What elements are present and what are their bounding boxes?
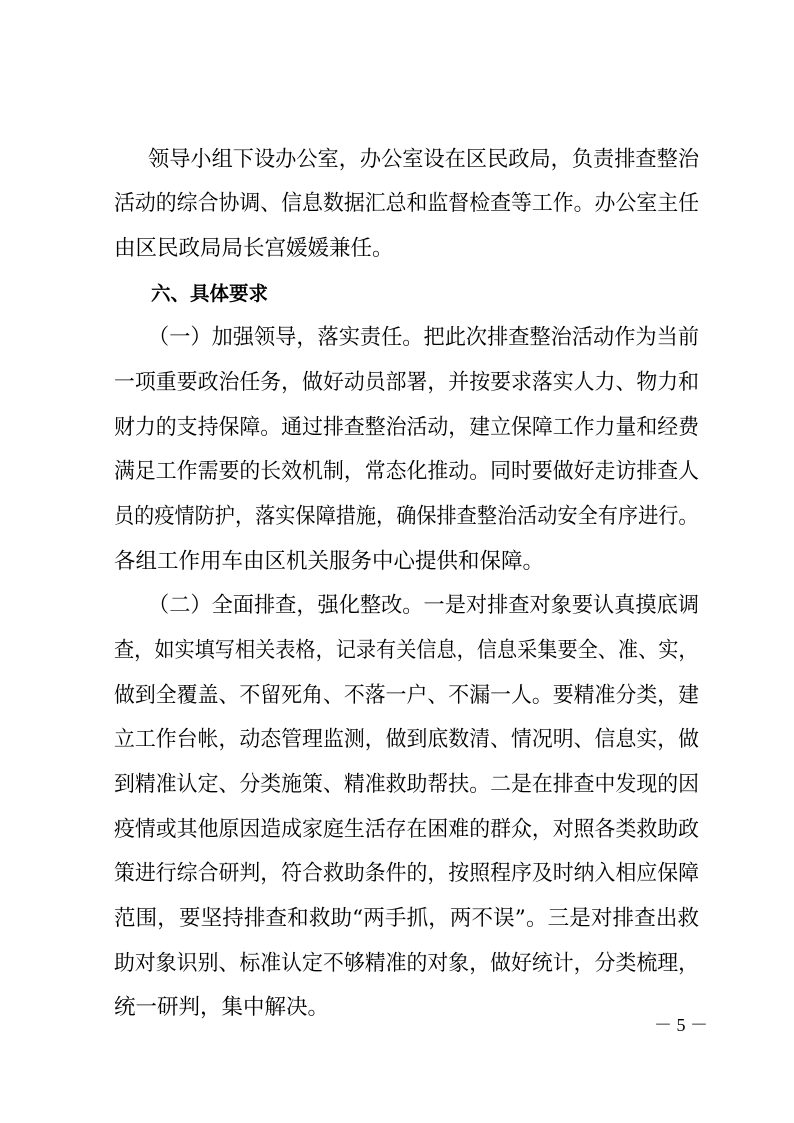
page-number: － 5 － [654, 1015, 708, 1035]
paragraph-line: 活动的综合协调、信息数据汇总和监督检查等工作。办公室主任 [114, 191, 700, 216]
paragraph-line: 一项重要政治任务，做好动员部署，并按要求落实人力、物力和 [114, 370, 700, 395]
paragraph-line: 做到全覆盖、不留死角、不落一户、不漏一人。要精准分类，建 [114, 683, 700, 708]
paragraph-line: （一）加强领导，落实责任。把此次排查整治活动作为当前 [148, 325, 700, 350]
paragraph-line: 范围，要坚持排查和救助“两手抓，两不误”。三是对排查出救 [114, 906, 699, 931]
paragraph-line: 各组工作用车由区机关服务中心提供和保障。 [114, 549, 545, 574]
paragraph-line: 财力的支持保障。通过排查整治活动，建立保障工作力量和经费 [114, 415, 700, 440]
paragraph-line: 满足工作需要的长效机制，常态化推动。同时要做好走访排查人 [114, 459, 700, 484]
paragraph-line: 策进行综合研判，符合救助条件的，按照程序及时纳入相应保障 [114, 861, 700, 886]
paragraph-line: 员的疫情防护，落实保障措施，确保排查整治活动安全有序进行。 [114, 504, 699, 529]
paragraph-line: 由区民政局局长宫媛媛兼任。 [114, 236, 394, 261]
paragraph-line: （二）全面排查，强化整改。一是对排查对象要认真摸底调 [148, 593, 700, 618]
paragraph-line: 助对象识别、标准认定不够精准的对象，做好统计，分类梳理， [114, 951, 700, 976]
paragraph-line: 立工作台帐，动态管理监测，做到底数清、情况明、信息实，做 [114, 727, 700, 752]
paragraph-line: 查，如实填写相关表格，记录有关信息，信息采集要全、准、实， [114, 638, 699, 663]
section-heading: 六、具体要求 [151, 282, 269, 305]
paragraph-line: 到精准认定、分类施策、精准救助帮扶。二是在排查中发现的因 [114, 772, 700, 797]
paragraph-line: 领导小组下设办公室，办公室设在区民政局，负责排查整治 [148, 147, 700, 172]
paragraph-line: 疫情或其他原因造成家庭生活存在困难的群众，对照各类救助政 [114, 817, 700, 842]
paragraph-line: 统一研判，集中解决。 [114, 995, 330, 1020]
